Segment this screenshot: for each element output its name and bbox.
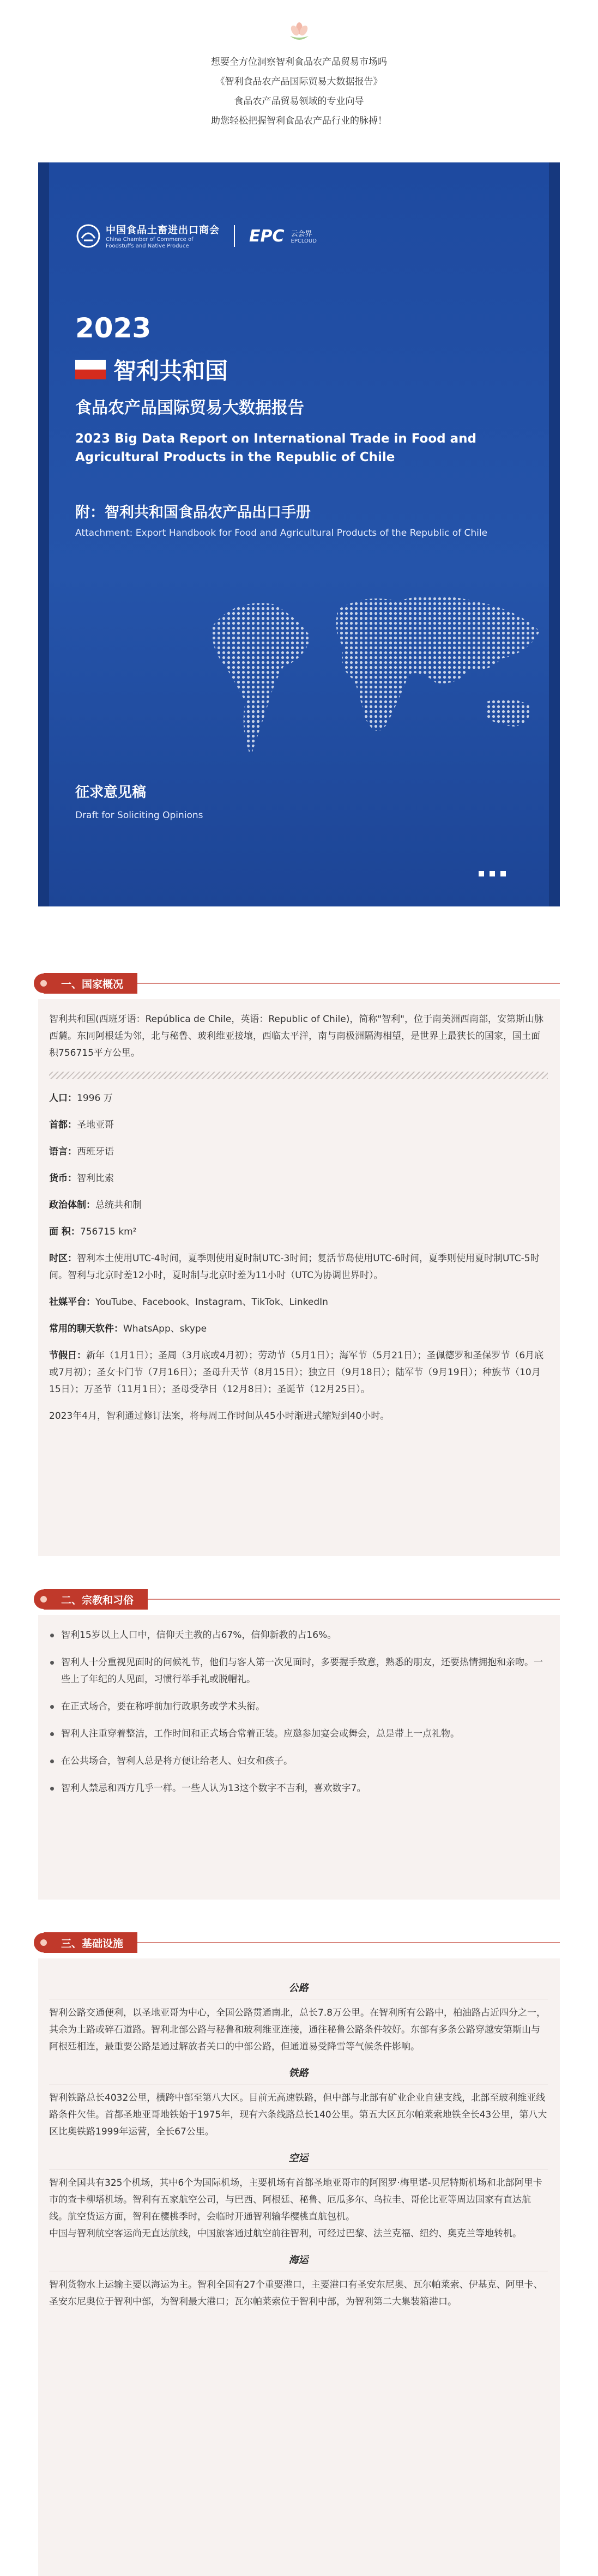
fact-row	[49, 1250, 548, 1284]
org-name: 中国食品土畜进出口商会	[106, 225, 220, 236]
cover-dots	[479, 871, 506, 876]
section-flower-icon	[33, 971, 55, 996]
section-title: 三、基础设施	[61, 1937, 124, 1950]
section-header	[44, 1932, 137, 1953]
cover-title-en: 2023 Big Data Report on International Trade in Food and Agricultural Products in the Republic of Chile	[75, 432, 476, 464]
list-item: 智利15岁以上人口中，信仰天主教的占67%，信仰新教的占16%。	[49, 1627, 548, 1644]
org-name-en: China Chamber of Commerce of	[106, 237, 194, 243]
cover-country: 智利共和国	[113, 358, 228, 384]
report-cover	[38, 162, 560, 906]
intro-line: 助您轻松把握智利食品农产品行业的脉搏！	[211, 116, 387, 126]
fact-row	[49, 1224, 548, 1241]
subsection-title: 海运	[288, 2254, 309, 2266]
fact-row	[49, 1117, 548, 1134]
fact-value: 1996 万	[77, 1093, 113, 1104]
fact-label: 首都：	[49, 1120, 77, 1130]
fact-label: 人口：	[49, 1093, 77, 1104]
country-intro: 智利共和国(西班牙语：República de Chile，英语：Republic of Chile)，简称"智利"，位于南美洲西南部，安第斯山脉西麓。东同阿根廷为邻，北与秘鲁、玻利维亚接壤，西临太平洋，南与南极洲隔海相望，是世界上最狭长的国家，国土面积756715平方公里。	[49, 1014, 543, 1059]
work-hours-note: 2023年4月，智利通过修订法案，将每周工作时间从45小时渐进式缩短到40小时。	[49, 1411, 390, 1422]
subsection-title: 空运	[288, 2152, 309, 2164]
fact-row	[49, 1170, 548, 1187]
subsection-text: 智利全国共有325个机场，其中6个为国际机场，主要机场有首都圣地亚哥市的阿图罗·梅里诺-贝尼特斯机场和北部阿里卡市的查卡柳塔机场。智利有五家航空公司，与巴西、阿根廷、秘鲁、厄瓜多尔、乌拉圭、哥伦比亚等周边国家有直达航线。航空货运方面，智利在樱桃季时，会临时开通智利输华樱桃直航包机。 中国与智利航空客运尚无直达航线，中国旅客通过航空前往智利，可经过巴黎、法兰克福、纽约、奥克兰等地转机。	[49, 2178, 542, 2239]
fact-value: WhatsApp、skype	[123, 1323, 207, 1334]
intro-line: 想要全方位洞察智利食品农产品贸易市场吗	[211, 57, 387, 68]
fact-row	[49, 1090, 548, 1107]
fact-value: 智利比索	[77, 1173, 114, 1184]
section-title: 二、宗教和习俗	[61, 1594, 134, 1606]
cover-draft: 征求意见稿	[75, 784, 147, 801]
chamber-logo-icon	[76, 224, 100, 248]
cover-year: 2023	[75, 312, 152, 344]
cloud-logo-cn: 云会界	[291, 229, 312, 238]
intro-line: 《智利食品农产品国际贸易大数据报告》	[215, 76, 383, 87]
epc-logo: EPC	[249, 226, 285, 246]
subsection-text: 智利公路交通便利，以圣地亚哥为中心，全国公路贯通南北，总长7.8万公里。在智利所有公路中，柏油路占近四分之一，其余为土路或碎石道路。智利北部公路与秘鲁和玻利维亚连接，通往秘鲁公路条件较好。东部有多条公路穿越安第斯山与阿根廷相连，最重要公路是通过解放者关口的中部公路，但通道易受降雪等气候条件影响。	[49, 2007, 546, 2052]
list-item: 智利人禁忌和西方几乎一样。一些人认为13这个数字不吉利，喜欢数字7。	[49, 1780, 548, 1797]
fact-label: 政治体制：	[49, 1200, 95, 1211]
section-header	[44, 1589, 148, 1610]
fact-row	[49, 1197, 548, 1214]
cover-annex-en: Attachment: Export Handbook for Food and Agricultural Products of the Republic of Chile	[75, 528, 488, 539]
subsection-title: 公路	[288, 1982, 309, 1994]
cloud-logo-en: EPCLOUD	[291, 238, 317, 244]
section-flower-icon	[33, 1587, 55, 1612]
fact-value: 新年（1月1日）；圣周（3月底或4月初）；劳动节（5月1日）；海军节（5月21日）；圣佩德罗和圣保罗节（6月底或7月初）；圣女卡门节（7月16日）；圣母升天节（8月15日）；独立日（9月18日）；陆军节（9月19日）；种族节（10月15日）；万圣节（11月1日）；圣母受孕日（12月8日）；圣诞节（12月25日）。	[49, 1350, 544, 1395]
list-item: 智利人注重穿着整洁，工作时间和正式场合常着正装。应邀参加宴会或舞会，总是带上一点礼物。	[49, 1726, 548, 1743]
fact-row	[49, 1294, 548, 1311]
section-body	[49, 1011, 548, 1425]
intro-block	[0, 52, 598, 131]
fact-label: 社媒平台：	[49, 1297, 95, 1308]
org-name-en: Foodstuffs and Native Produce	[106, 243, 189, 249]
logo-row	[76, 214, 317, 258]
fact-value: 圣地亚哥	[77, 1120, 114, 1130]
subsection-text: 智利铁路总长4032公里，横跨中部至第八大区。目前无高速铁路，但中部与北部有矿业企业自建支线，北部至玻利维亚线路条件欠佳。首都圣地亚哥地铁始于1975年，现有六条线路总长140公里。第五大区瓦尔帕莱索地铁全长43公里，第八大区比奥铁路1999年运营，全长67公里。	[49, 2093, 547, 2137]
fact-label: 常用的聊天软件：	[49, 1323, 123, 1334]
list-item: 在正式场合，要在称呼前加行政职务或学术头衔。	[49, 1698, 548, 1715]
fact-value: 西班牙语	[77, 1146, 114, 1157]
section-body	[49, 1627, 548, 1807]
fact-label: 货币：	[49, 1173, 77, 1184]
section-country-overview	[38, 967, 560, 1556]
section-flower-icon	[33, 1930, 55, 1955]
section-title: 一、国家概况	[61, 978, 124, 990]
fact-value: 756715 km²	[80, 1226, 137, 1237]
fact-label: 节假日：	[49, 1350, 86, 1361]
section-body	[49, 1970, 548, 2311]
world-map-icon	[202, 577, 556, 773]
cover-draft-en: Draft for Soliciting Opinions	[75, 810, 203, 821]
subsection-text: 智利货物水上运输主要以海运为主。智利全国有27个重要港口，主要港口有圣安东尼奥、瓦尔帕莱索、伊基克、阿里卡、圣安东尼奥位于智利中部，为智利最大港口；瓦尔帕莱索位于智利中部，为智利第二大集装箱港口。	[49, 2279, 543, 2307]
list-item: 智利人十分重视见面时的问候礼节，他们与客人第一次见面时，多要握手致意，熟悉的朋友，还要热情拥抱和亲吻。一些上了年纪的人见面，习惯行举手礼或脱帽礼。	[49, 1654, 548, 1688]
section-header	[44, 973, 137, 994]
cover-annex: 附：智利共和国食品农产品出口手册	[75, 504, 311, 521]
fact-label: 面 积：	[49, 1226, 80, 1237]
intro-line: 食品农产品贸易领域的专业向导	[234, 96, 364, 107]
fact-value: 智利本土使用UTC-4时间，夏季则使用夏时制UTC-3时间；复活节岛使用UTC-6时间，夏季则使用夏时制UTC-5时间。智利与北京时差12小时，夏时制与北京时差为11小时（UTC为协调世界时）。	[49, 1253, 540, 1281]
fact-row	[49, 1347, 548, 1398]
section-religion-customs	[38, 1583, 560, 1900]
fact-label: 时区：	[49, 1253, 77, 1264]
list-item: 在公共场合，智利人总是将方便让给老人、妇女和孩子。	[49, 1753, 548, 1770]
section-infrastructure	[38, 1927, 560, 2576]
cover-subtitle: 食品农产品国际贸易大数据报告	[75, 398, 304, 418]
fact-value: YouTube、Facebook、Instagram、TikTok、LinkedIn	[95, 1297, 328, 1308]
fact-label: 语言：	[49, 1146, 77, 1157]
subsection-title: 铁路	[288, 2067, 309, 2079]
fact-row	[49, 1144, 548, 1160]
fact-value: 总统共和制	[95, 1200, 142, 1211]
flower-icon	[288, 20, 311, 43]
fact-row	[49, 1321, 548, 1338]
chile-flag-icon	[75, 360, 106, 379]
